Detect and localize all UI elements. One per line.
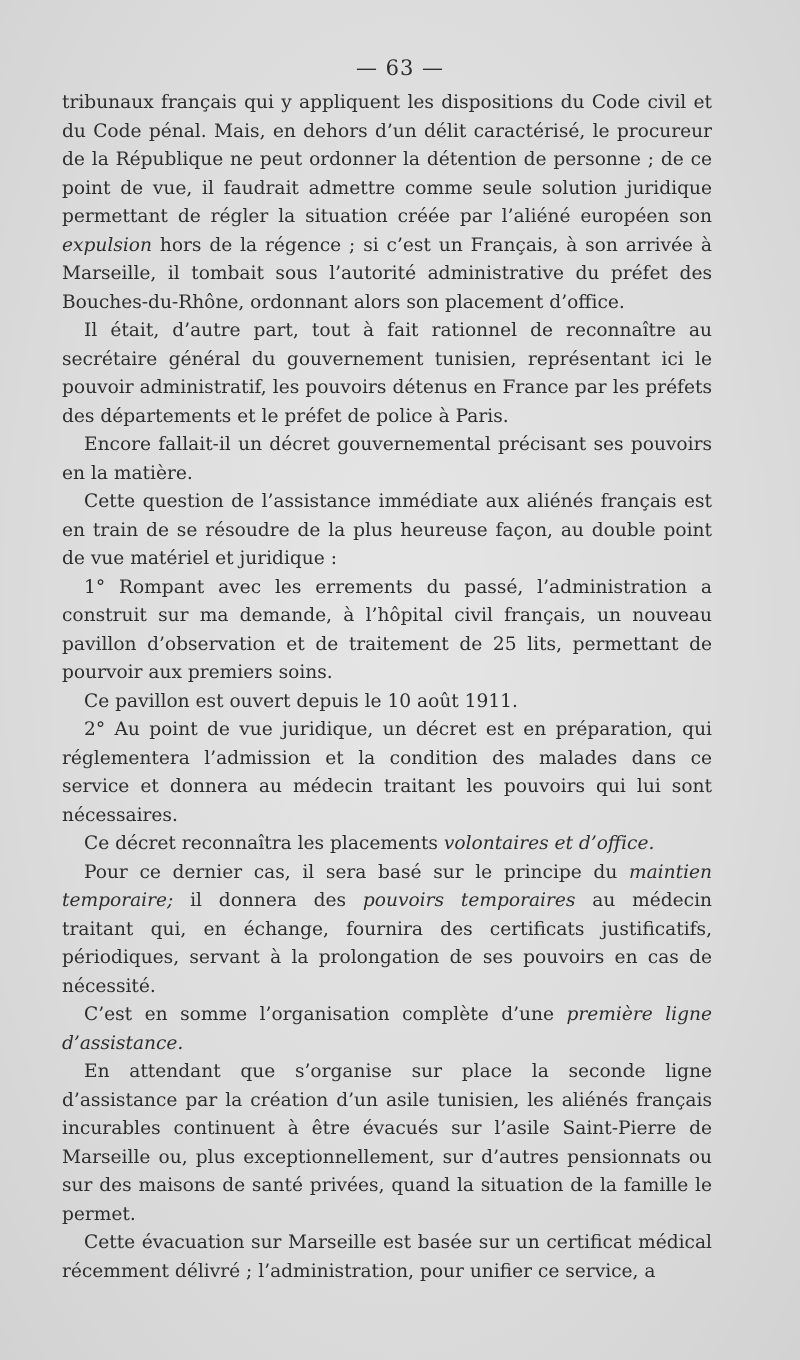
- paragraph: [62, 488, 712, 574]
- paragraph: [62, 431, 712, 488]
- paragraph: [62, 89, 712, 317]
- text-run: il donnera des: [173, 890, 363, 911]
- paragraph: [62, 859, 712, 1002]
- paragraph: [62, 688, 712, 717]
- text-run: Pour ce dernier cas, il sera basé sur le principe du: [84, 861, 629, 883]
- paragraph: [62, 1058, 712, 1229]
- text-run: hors de la régence ; si c’est un Français, à son arrivée à Marseille, il tombait sous l’autorité administrative du préfet des Bouches-du-Rhône, ordonnant alors son placement d’office.: [62, 234, 712, 313]
- text-run: au médecin traitant qui, en échange, fournira des certificats justificatifs, périodiques, servant à la prolongation de ses pouvoirs en cas de nécessité.: [62, 890, 712, 997]
- italic-text: volontaires et d’office.: [443, 833, 655, 854]
- text-run: 1° Rompant avec les errements du passé, l’administration a construit sur ma demande, à l’hôpital civil français, un nouveau pavillon d’observation et de traitement de 25 lits, permettant de pourvoir aux premiers soins.: [62, 576, 712, 683]
- text-run: tribunaux français qui y appliquent les dispositions du Code civil et du Code pénal. Mais, en dehors d’un délit caractérisé, le procureur de la République ne peut ordonner la détention de personne ; de ce point de vue, il faudrait admettre comme seule solution juridique permettant de régler la situation créée par l’aliéné européen son: [62, 92, 712, 227]
- paragraph: [62, 317, 712, 431]
- text-run: Cette évacuation sur Marseille est basée sur un certificat médical récemment délivré ; l’administration, pour unifier ce service, a: [62, 1232, 712, 1282]
- text-run: Il était, d’autre part, tout à fait rationnel de reconnaître au secrétaire général du gouvernement tunisien, représentant ici le pouvoir administratif, les pouvoirs détenus en France par les préfets des départements et le préfet de police à Paris.: [62, 320, 712, 427]
- italic-text: expulsion: [62, 234, 152, 256]
- text-run: C’est en somme l’organisation complète d’une: [84, 1004, 567, 1025]
- italic-text: pouvoirs temporaires: [362, 890, 576, 911]
- paragraph: [62, 830, 712, 859]
- text-run: Cette question de l’assistance immédiate aux aliénés français est en train de se résoudre de la plus heureuse façon, au double point de vue matériel et juridique :: [62, 491, 712, 569]
- paragraph: [62, 1229, 712, 1286]
- text-run: 2° Au point de vue juridique, un décret est en préparation, qui réglementera l’admission et la condition des malades dans ce service et donnera au médecin traitant les pouvoirs qui lui sont nécessaires.: [62, 719, 712, 826]
- text-run: Ce décret reconnaîtra les placements: [84, 833, 444, 854]
- page-number: — 63 —: [355, 56, 445, 80]
- italic-text: première ligne d’assistance.: [62, 1004, 712, 1054]
- paragraph: [62, 716, 712, 830]
- text-run: Encore fallait-il un décret gouvernemental précisant ses pouvoirs en la matière.: [62, 434, 712, 484]
- body-text: [62, 89, 712, 1286]
- paragraph: [62, 574, 712, 688]
- text-run: En attendant que s’organise sur place la seconde ligne d’assistance par la création d’un asile tunisien, les aliénés français incurables continuent à être évacués sur l’asile Saint-Pierre de Marseille ou, plus exceptionnellement, sur d’autres pensionnats ou sur des maisons de santé privées, quand la situation de la famille le permet.: [62, 1061, 712, 1225]
- italic-text: maintien temporaire;: [62, 861, 712, 911]
- paragraph: [62, 1001, 712, 1058]
- text-run: Ce pavillon est ouvert depuis le 10 août 1911.: [84, 690, 518, 712]
